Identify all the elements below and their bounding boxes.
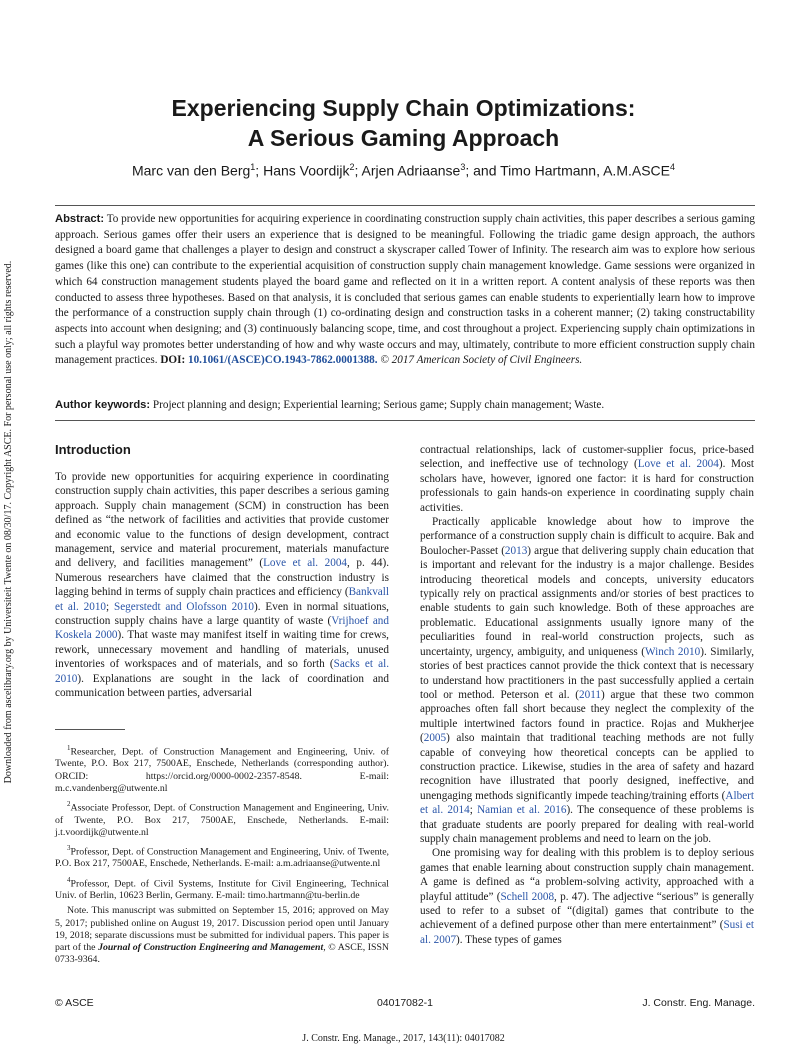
footnote-text: Professor, Dept. of Construction Management and Engineering, Univ. of Twente, P.O. Box 217, 7500AE, Enschede, Netherlands. E-mail: a.m.adriaanse@utwente.nl: [55, 846, 389, 870]
paragraph-text: ). That waste may manifest itself in waiting time for crews, rework, unnecessary movement and handling of materials, unused inventories of workspaces and of materials, and so forth (: [55, 629, 389, 671]
author-name: Marc van den Berg: [131, 162, 251, 179]
footnote-list: [55, 742, 389, 902]
paragraph-text: ). Even in normal situations, construction supply chains have a large quantity of waste (: [55, 600, 389, 628]
doi-link[interactable]: 10.1061/(ASCE)CO.1943-7862.0001388.: [187, 354, 378, 367]
footnote-text: Researcher, Dept. of Construction Management and Engineering, Univ. of Twente, P.O. Box 217, 7500AE, Enschede, Netherlands (corresponding author). ORCID: https://orcid.org/0000-0002-2357-8548. E-mail: m.c.vandenberg@utwente.nl: [55, 746, 389, 794]
paper-title: [60, 93, 747, 153]
footnote-marker: 4: [67, 875, 71, 884]
footnote-marker: 1: [67, 744, 71, 752]
footer-copyright: © ASCE: [55, 997, 94, 1009]
manuscript-note: [55, 905, 389, 966]
author-affiliation-marker: 2: [349, 162, 355, 172]
author-list: [60, 162, 747, 179]
author-separator: ;: [255, 162, 264, 179]
citation-link[interactable]: Susi et al. 2007: [420, 919, 754, 946]
keywords-label: Author keywords:: [55, 399, 151, 411]
body-paragraph: [420, 443, 754, 515]
citation-link[interactable]: Love et al. 2004: [637, 458, 719, 471]
paragraph-text: ). These types of games: [456, 933, 562, 946]
paragraph-text: ;: [106, 600, 114, 613]
note-tail: , © ASCE, ISSN 0733-9364.: [55, 941, 389, 966]
abstract: [55, 212, 755, 369]
footnote-rule: [55, 729, 125, 730]
footnote-marker: 3: [67, 843, 71, 852]
author-affiliation-marker: 1: [250, 162, 256, 172]
paragraph-text: , p. 47). The adjective “serious” is generally used to refer to a subset of “(digital) games that contribute to the achievement of a defined purpose other than mere entertainment” (: [420, 890, 754, 932]
citation-link[interactable]: Winch 2010: [644, 645, 701, 658]
author-name: Arjen Adriaanse: [361, 162, 461, 179]
citation-link[interactable]: Segerstedt and Olofsson 2010: [113, 600, 255, 613]
paragraph-text: ) argue that these two common approaches often fall short because they neglect the complexity of the multiple intertwined factors found in practice. Rojas and Mukherjee (: [420, 688, 754, 745]
citation-link[interactable]: Albert et al. 2014: [420, 789, 754, 817]
author-separator: ; and: [465, 162, 501, 179]
affiliation-footnote: [55, 874, 389, 903]
paragraph-text: ) also maintain that traditional teaching methods are not fully capable of conveying how theoretical concepts can be applied to construction practice. Likewise, studies in the area of safety and hazard recognition have illustrated that poorly designed, ineffective, and unengaging methods significantly impede teaching/training efforts (: [420, 732, 754, 802]
doi-label: DOI:: [160, 354, 186, 367]
citation-link[interactable]: 2011: [579, 688, 601, 701]
citation-link[interactable]: 2013: [504, 544, 528, 557]
paragraph-text: ). Similarly, stories of best practices cannot provide the thick context that is necessary to understand how practitioners in the past successfully applied a certain tool or method. Peterson et al. (: [420, 645, 755, 701]
affiliation-footnote: [55, 798, 389, 839]
section-heading-introduction: Introduction: [55, 442, 131, 457]
footer-journal: J. Constr. Eng. Manage.: [642, 997, 755, 1009]
paragraph-text: ) argue that delivering supply chain education that is important and relevant for the industry is a major challenge. Besides introducing theoretical models and concepts, university educators typically rely on practical assignments and/or stories of best practices to enable students to gain such knowledge. Both of these approaches are problematic. Educational assignments usually ignore many of the peculiarities found in real-world construction projects, such as uncertainty, urgency, ambiguity, and uniqueness (: [420, 544, 754, 658]
author-name: Timo Hartmann, A.M.ASCE: [500, 162, 670, 179]
abstract-top-rule: [55, 205, 755, 206]
keywords-bottom-rule: [55, 420, 755, 421]
journal-name: Journal of Construction Engineering and Management: [98, 941, 324, 953]
left-column: [55, 470, 389, 701]
body-paragraph: [55, 470, 389, 701]
paragraph-text: One promising way for dealing with this problem is to deploy serious games that enable learning about construction supply chain management. A game is defined as “a problem-solving activity, approached with a playful attitude” (: [420, 847, 754, 903]
body-paragraph: [420, 515, 754, 846]
footnote-text: Associate Professor, Dept. of Construction Management and Engineering, Univ. of Twente, P.O. Box 217, 7500AE, Enschede, Netherlands. E-mail: j.t.voordijk@utwente.nl: [55, 802, 389, 838]
paragraph-text: Practically applicable knowledge about how to improve the performance of a construction supply chain is difficult to acquire. Bak and Boulocher-Passet (: [420, 516, 754, 557]
title-line-2: A Serious Gaming Approach: [247, 125, 560, 151]
author-affiliation-marker: 4: [670, 162, 676, 172]
paragraph-text: ). Most scholars have, however, ignored one factor: it is hard for construction professionals to gain hands-on experience in coordinating supply chain activities.: [420, 458, 754, 514]
title-line-1: Experiencing Supply Chain Optimizations:: [171, 95, 636, 121]
citation-link[interactable]: 2005: [423, 732, 447, 745]
abstract-label: Abstract:: [55, 213, 105, 225]
citation-link[interactable]: Vrijhoef and Koskela 2000: [55, 615, 389, 642]
citation-line: J. Constr. Eng. Manage., 2017, 143(11): 04017082: [302, 1033, 505, 1044]
keywords-text: Project planning and design; Experiential learning; Serious game; Supply chain management; Waste.: [152, 399, 605, 411]
footnote-marker: 2: [67, 800, 71, 809]
download-watermark: Downloaded from ascelibrary.org by Universiteit Twente on 08/30/17. Copyright ASCE. For personal use only; all rights reserved.: [3, 260, 14, 784]
paragraph-text: contractual relationships, lack of customer-supplier focus, price-based selection, and ineffective use of technology (: [420, 444, 754, 471]
citation-link[interactable]: Love et al. 2004: [263, 557, 348, 570]
author-separator: ;: [354, 162, 362, 179]
citation-link[interactable]: Schell 2008: [500, 890, 555, 903]
author-affiliation-marker: 3: [460, 162, 466, 172]
abstract-copyright: © 2017 American Society of Civil Engineers.: [380, 354, 583, 367]
author-name: Hans Voordijk: [263, 162, 350, 179]
footer-page-number: 04017082-1: [376, 997, 434, 1009]
citation-link[interactable]: Sacks et al. 2010: [55, 658, 389, 685]
footnote-text: Professor, Dept. of Civil Systems, Institute for Civil Engineering, Technical Univ. of Berlin, 10623 Berlin, Germany. E-mail: timo.hartmann@tu-berlin.de: [55, 877, 389, 902]
citation-link[interactable]: Namian et al. 2016: [477, 804, 567, 817]
paragraph-text: ). The consequence of these problems is that graduate students are poorly prepared for dealing with real-world supply chain management problems and need to learn on the job.: [420, 804, 754, 845]
footnotes: [55, 742, 389, 969]
body-paragraph: [420, 846, 754, 947]
author-keywords: [55, 399, 755, 411]
paragraph-text: , p. 44). Numerous researchers have claimed that the construction industry is lagging behind in terms of supply chain practices and efficiency (: [55, 557, 389, 599]
note-text: Note. This manuscript was submitted on September 15, 2016; approved on May 5, 2017; published online on August 19, 2017. Discussion period open until January 19, 2018; separate discussions must be submitted for individual papers. This paper is part of the: [55, 905, 389, 953]
affiliation-footnote: [55, 742, 389, 795]
right-column: [420, 443, 754, 947]
paragraph-text: ;: [469, 804, 478, 817]
paragraph-text: To provide new opportunities for acquiring experience in coordinating construction supply chain activities, this paper describes a serious gaming approach. Supply chain management (SCM) in construction has been defined as “the network of facilities and activities that provide customer and economic value to the functions of design development, contract management, service and material procurement, materials manufacture and delivery, and facilities management” (: [55, 471, 389, 570]
affiliation-footnote: [55, 842, 389, 871]
paragraph-text: ). Explanations are sought in the lack of coordination and communication between parties, adversarial: [55, 672, 389, 700]
abstract-text: To provide new opportunities for acquiring experience in coordinating construction supply chain activities, this paper describes a serious gaming approach. Serious games offer their users an experience that is designed to be meaningful. Following the triadic game design approach, the authors designed a board game that challenges a player to design and construct a skyscraper called Tower of Infinity. The research aim was to explore how serious games (like this one) can contribute to the experiential acquisition of construction supply chain management knowledge. Game sessions were organized in which 64 construction management students played the board game and reflected on it in a written report. A content analysis of these reports was then conducted to assess three hypotheses. Based on that analysis, it is concluded that serious games can enable students to experientially learn how to improve the performance of a construction supply chain through (1) co-ordinating design and construction tasks in a coherent manner; (2) taking constructability aspects into account when designing; and (3) continuously balancing scope, time, and cost throughout a project. Experiencing supply chain optimizations in such a playful way promotes better understanding of how and why waste occurs and may, ultimately, contribute to more efficient construction supply chain management practices.: [55, 213, 755, 367]
citation-link[interactable]: Bankvall et al. 2010: [55, 586, 389, 613]
